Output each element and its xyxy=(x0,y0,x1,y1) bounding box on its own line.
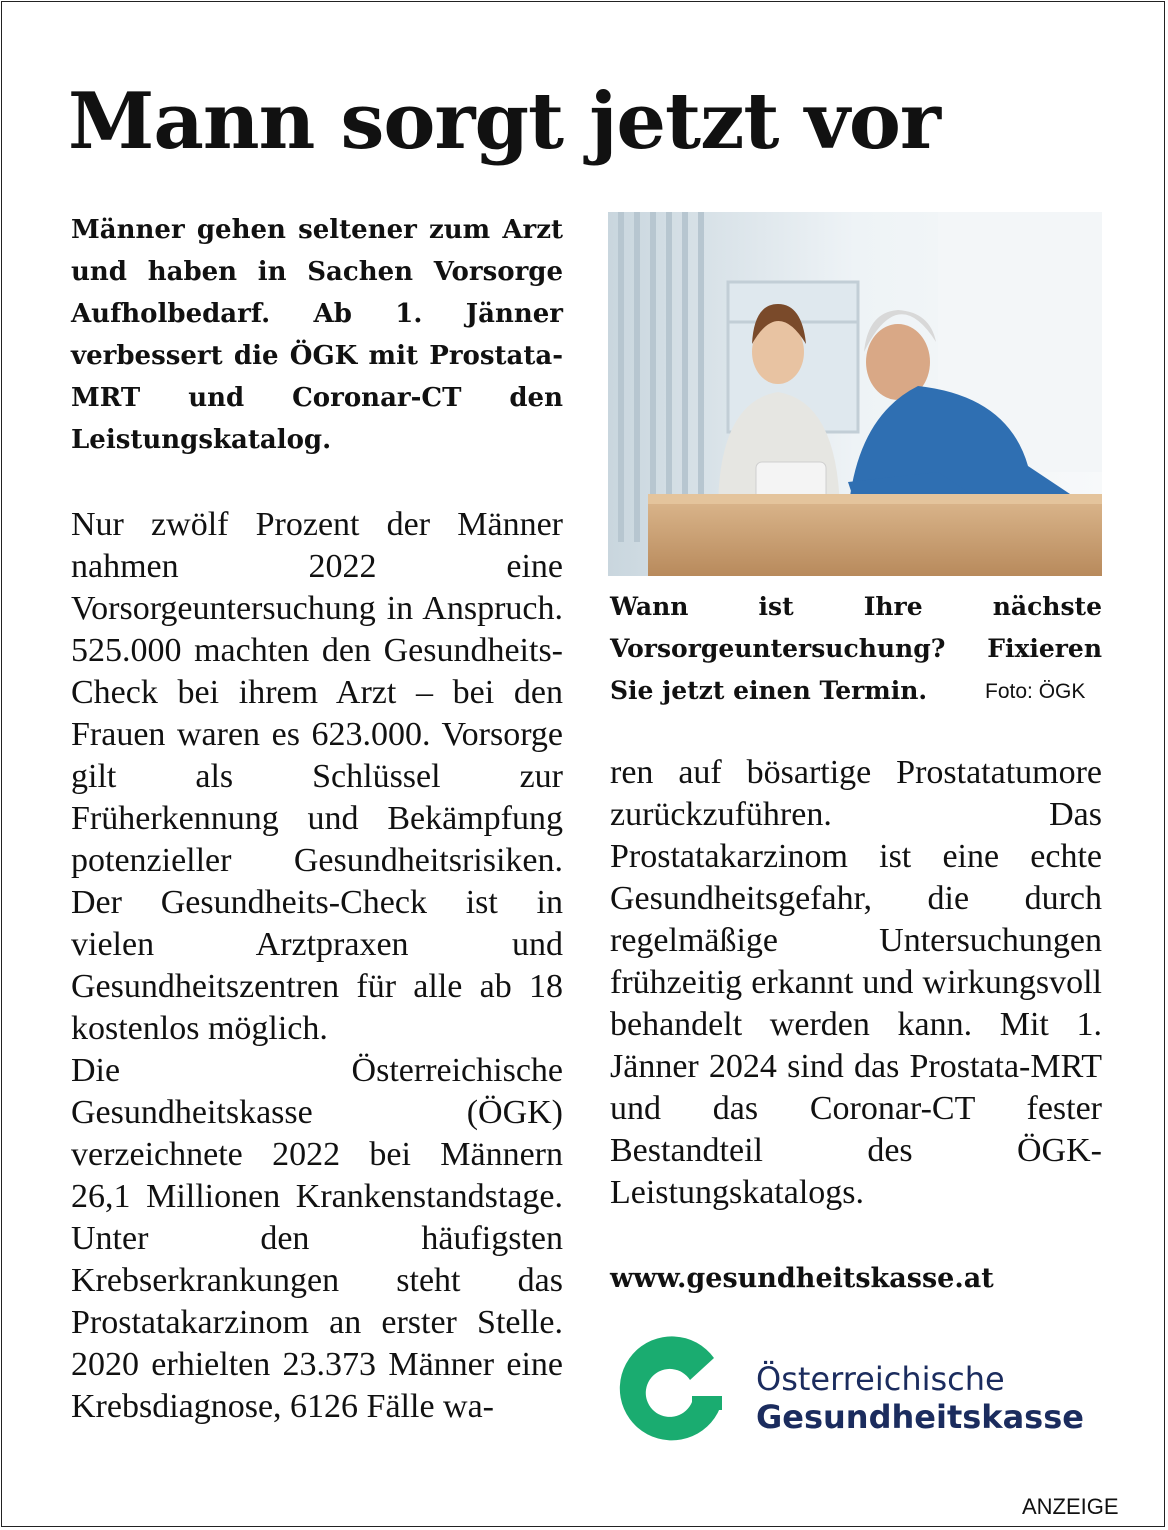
body-paragraph-1: Nur zwölf Prozent der Männer nahmen 2022 eine Vorsorgeuntersuchung in Anspruch. 525.000 machten den Gesundheits-Check bei ihrem Arzt – bei den Frauen waren es 623.000. Vorsorge gilt als Schlüssel zur Früherkennung und Bekämpfung potenzieller Gesundheitsrisiken. Der Gesundheits-Check ist in vielen Arztpraxen und Gesundheitszentren für alle ab 18 kostenlos möglich. xyxy=(71,506,563,1047)
photo-caption: Wann ist Ihre nächste Vorsorgeuntersuchung? Fixieren Sie jetzt einen Termin. xyxy=(610,592,1102,705)
logo-line-2: Gesundheitskasse xyxy=(756,1398,1084,1436)
headline: Mann sorgt jetzt vor xyxy=(68,76,941,167)
ad-frame xyxy=(1,1,1165,1527)
lead-paragraph: Männer gehen seltener zum Arzt und haben in Sachen Vorsorge Aufholbedarf. Ab 1. Jänner verbessert die ÖGK mit Prostata-MRT und Coronar-CT den Leistungskatalog. xyxy=(71,215,563,455)
oegk-logo-wordmark xyxy=(756,1360,1084,1436)
photo-credit: Foto: ÖGK xyxy=(985,680,1086,703)
advertisement-label: ANZEIGE xyxy=(1022,1494,1119,1519)
body-paragraph-2: Die Österreichische Gesundheitskasse (ÖGK) verzeichnete 2022 bei Männern 26,1 Millionen Krankenstandstage. Unter den häufigsten Krebserkrankungen steht das Prostatakarzinom an erster Stelle. 2020 erhielten 23.373 Männer eine Krebsdiagnose, 6126 Fälle wa- xyxy=(71,1052,563,1425)
website-link[interactable]: www.gesundheitskasse.at xyxy=(610,1263,994,1294)
logo-line-1: Österreichische xyxy=(756,1360,1005,1398)
body-column-right xyxy=(610,752,1102,1214)
body-paragraph-3: ren auf bösartige Prostatatumore zurückzuführen. Das Prostatakarzinom ist eine echte Gesundheitsgefahr, die durch regelmäßige Untersuchungen frühzeitig erkannt und wirkungsvoll behandelt werden kann. Mit 1. Jänner 2024 sind das Prostata-MRT und das Coronar-CT fester Bestandteil des ÖGK-Leistungskatalogs. xyxy=(610,754,1102,1211)
photo-reception-desk xyxy=(608,212,1102,576)
body-column-left xyxy=(71,504,563,1428)
oegk-logo-icon xyxy=(610,1336,732,1458)
